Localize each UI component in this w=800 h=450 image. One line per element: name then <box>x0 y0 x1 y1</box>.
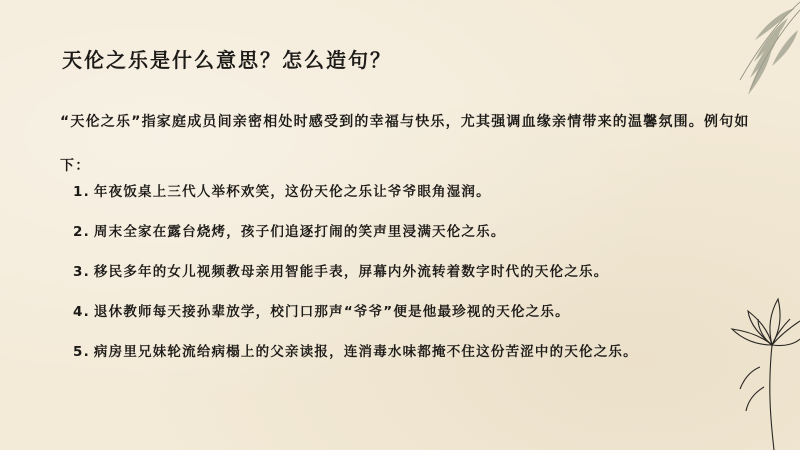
bamboo-leaves-icon <box>710 0 800 110</box>
intro-paragraph: “天伦之乐”指家庭成员间亲密相处时感受到的幸福与快乐，尤其强调血缘亲情带来的温馨氛围。例句如下： <box>60 114 750 174</box>
item-text: 周末全家在露台烧烤，孩子们追逐打闹的笑声里浸满天伦之乐。 <box>93 224 506 240</box>
list-item <box>73 292 638 332</box>
item-number: 1. <box>73 184 90 200</box>
item-text: 移民多年的女儿视频教母亲用智能手表，屏幕内外流转着数字时代的天伦之乐。 <box>93 264 609 280</box>
item-text: 退休教师每天接孙辈放学，校门口那声“爷爷”便是他最珍视的天伦之乐。 <box>93 304 570 320</box>
list-item <box>73 332 638 372</box>
example-list <box>73 172 638 372</box>
lotus-flower-icon <box>710 275 800 450</box>
item-number: 2. <box>73 224 90 240</box>
page-title: 天伦之乐是什么意思？怎么造句？ <box>62 48 392 72</box>
item-text: 年夜饭桌上三代人举杯欢笑，这份天伦之乐让爷爷眼角湿润。 <box>93 184 491 200</box>
list-item <box>73 212 638 252</box>
item-number: 4. <box>73 304 90 320</box>
item-number: 3. <box>73 264 90 280</box>
list-item <box>73 252 638 292</box>
item-number: 5. <box>73 344 90 360</box>
list-item <box>73 172 638 212</box>
item-text: 病房里兄妹轮流给病榻上的父亲读报，连消毒水味都掩不住这份苦涩中的天伦之乐。 <box>93 344 638 360</box>
